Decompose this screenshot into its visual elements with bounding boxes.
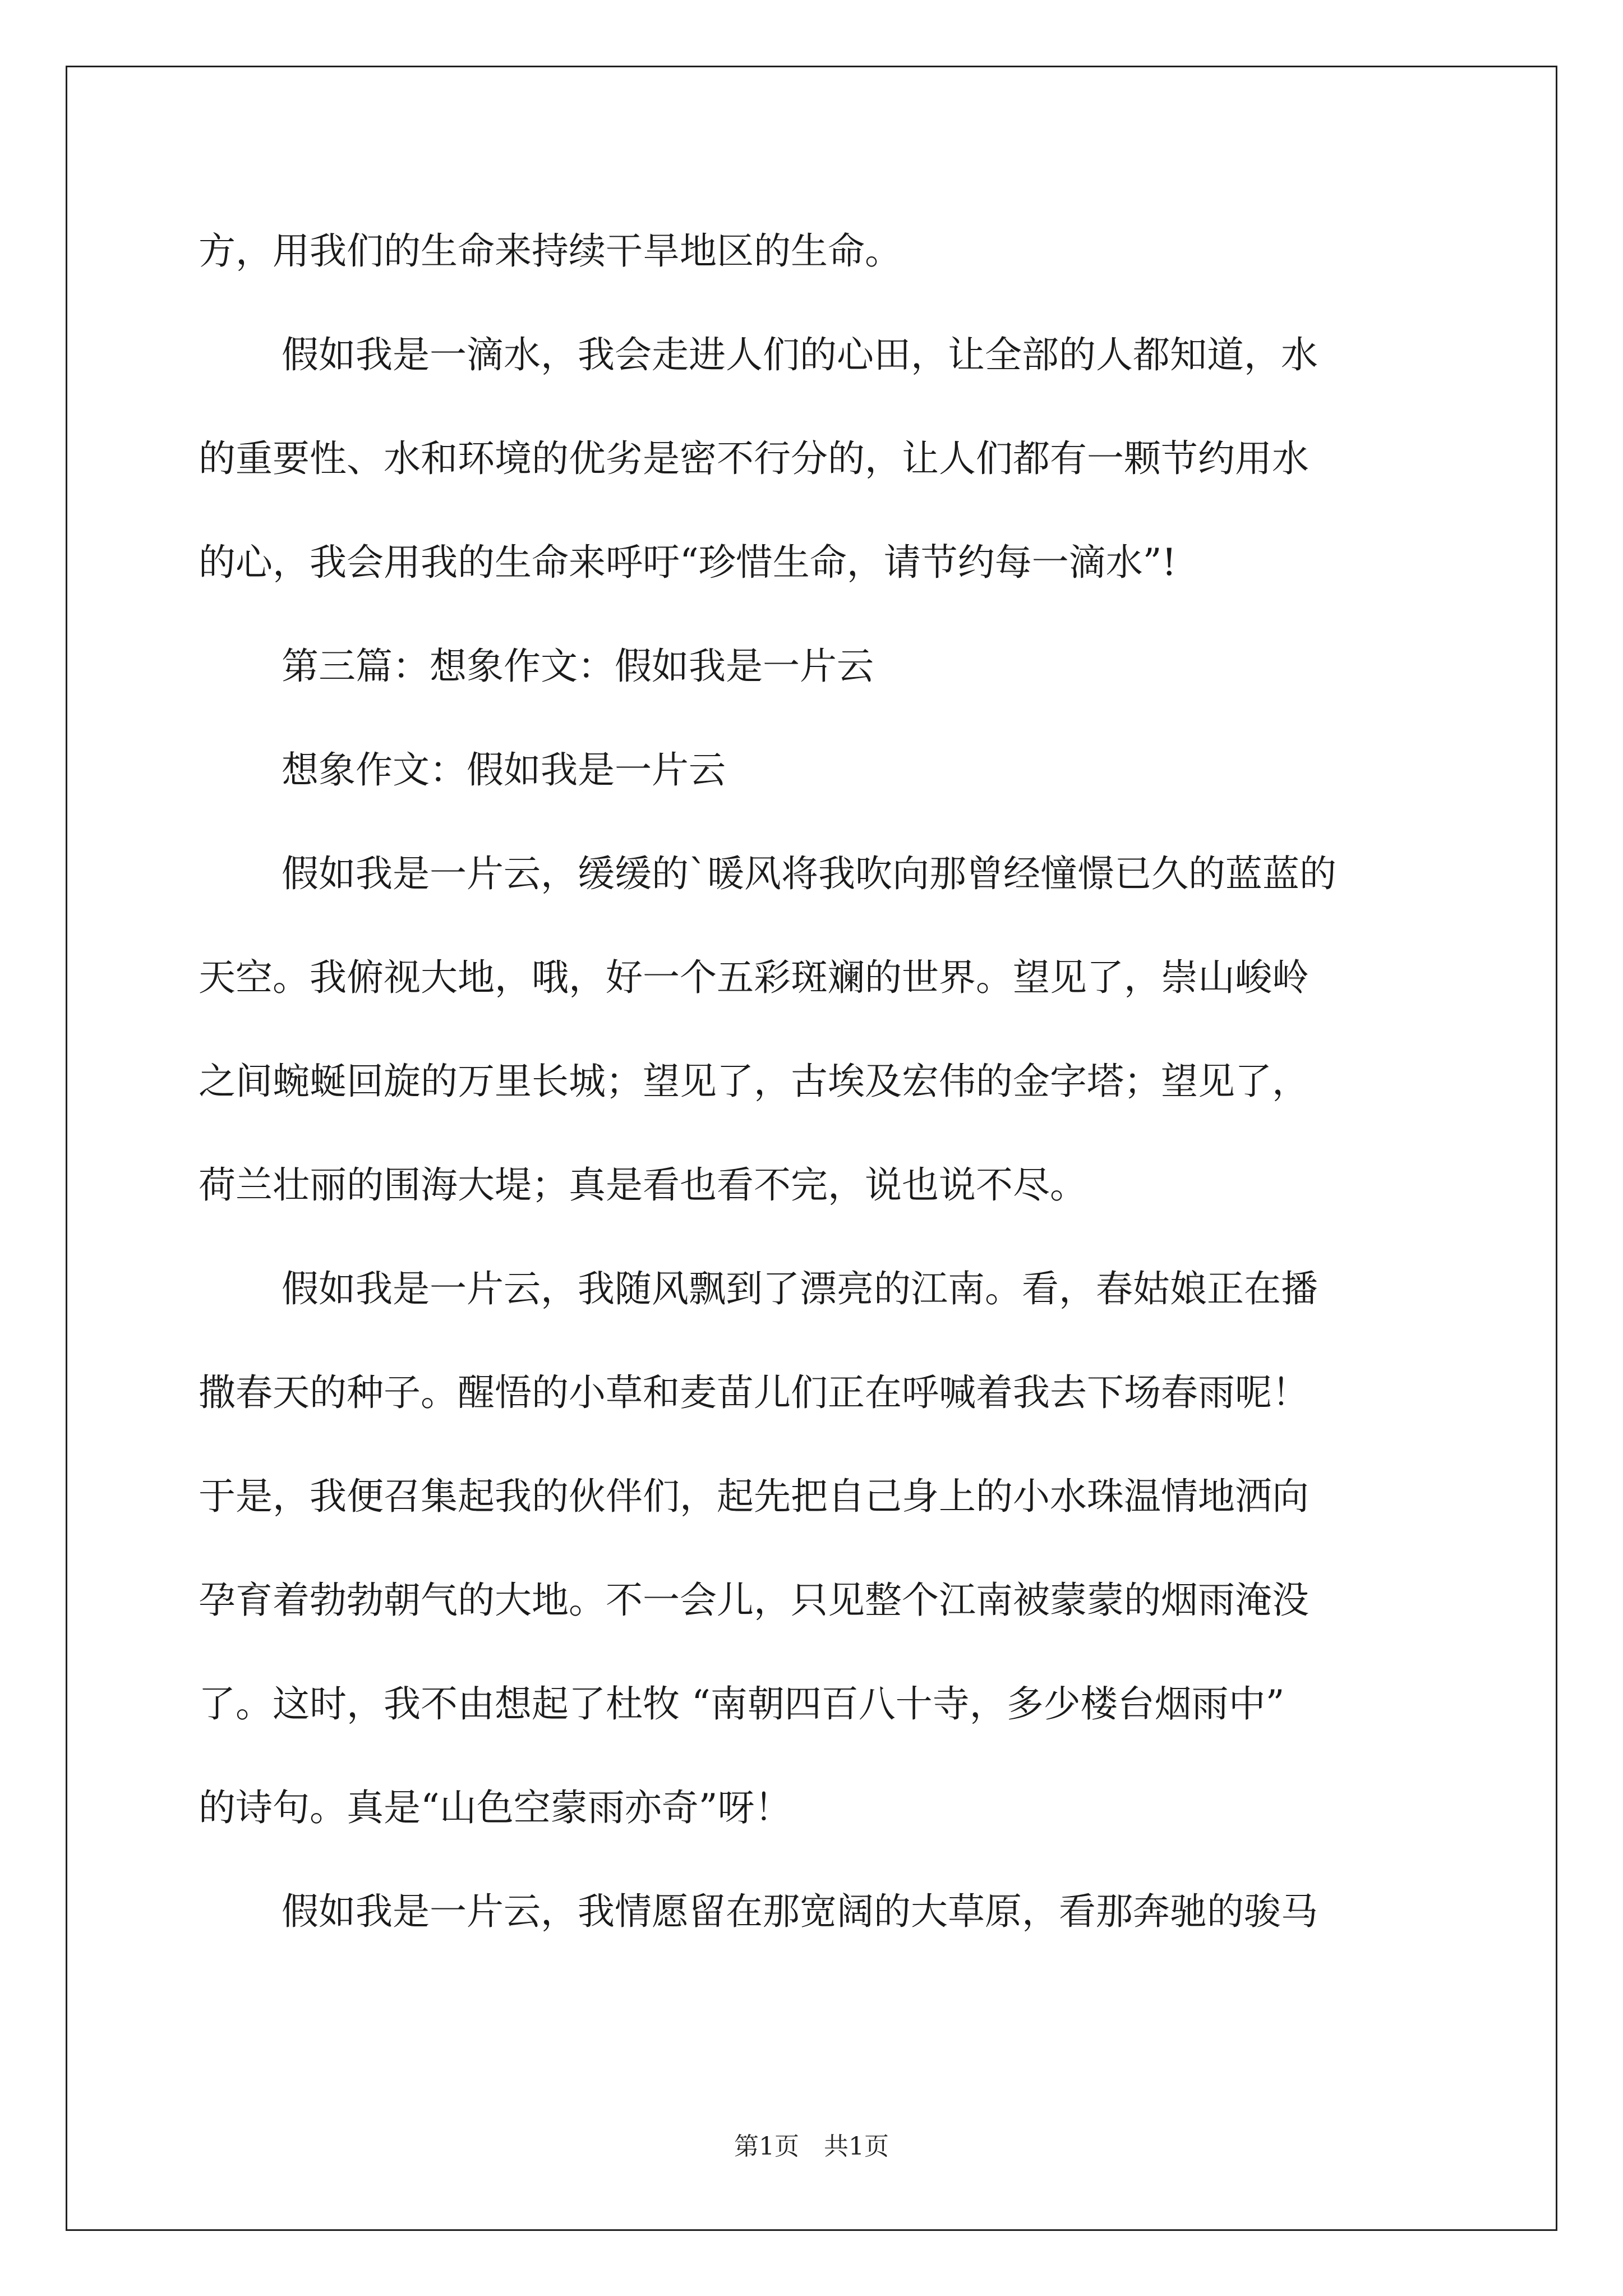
paragraph-start: 假如我是一片云，我随风飘到了漂亮的江南。看，春姑娘正在播 <box>282 1267 1318 1310</box>
document-body <box>199 216 1432 1980</box>
text-line: 的诗句。真是“山色空蒙雨亦奇”呀！ <box>199 1786 792 1829</box>
essay-title: 想象作文：假如我是一片云 <box>282 748 726 792</box>
text-line: 撒春天的种子。醒悟的小草和麦苗儿们正在呼喊着我去下场春雨呢！ <box>199 1371 1309 1414</box>
page-footer: 第1页 共1页 <box>734 2132 889 2161</box>
paragraph-start: 假如我是一片云，缓缓的`暖风将我吹向那曾经憧憬已久的蓝蓝的 <box>282 852 1336 895</box>
text-line: 方，用我们的生命来持续干旱地区的生命。 <box>199 229 902 273</box>
paragraph-start: 假如我是一片云，我情愿留在那宽阔的大草原，看那奔驰的骏马 <box>282 1890 1318 1933</box>
text-line: 的心，我会用我的生命来呼吁“珍惜生命，请节约每一滴水”! <box>199 541 1177 584</box>
text-line: 天空。我俯视大地，哦，好一个五彩斑斓的世界。望见了，崇山峻岭 <box>199 956 1309 999</box>
text-line: 孕育着勃勃朝气的大地。不一会儿，只见整个江南被蒙蒙的烟雨淹没 <box>199 1579 1309 1622</box>
text-line: 于是，我便召集起我的伙伴们，起先把自己身上的小水珠温情地洒向 <box>199 1475 1309 1518</box>
text-line: 荷兰壮丽的围海大堤；真是看也看不完，说也说不尽。 <box>199 1163 1087 1207</box>
text-line: 之间蜿蜒回旋的万里长城；望见了，古埃及宏伟的金字塔；望见了， <box>199 1060 1309 1103</box>
paragraph-start: 假如我是一滴水，我会走进人们的心田，让全部的人都知道，水 <box>282 333 1318 376</box>
text-line: 的重要性、水和环境的优劣是密不行分的，让人们都有一颗节约用水 <box>199 437 1309 480</box>
text-line: 了。这时，我不由想起了杜牧 “南朝四百八十寺，多少楼台烟雨中” <box>199 1682 1285 1726</box>
section-heading: 第三篇：想象作文：假如我是一片云 <box>282 645 874 688</box>
